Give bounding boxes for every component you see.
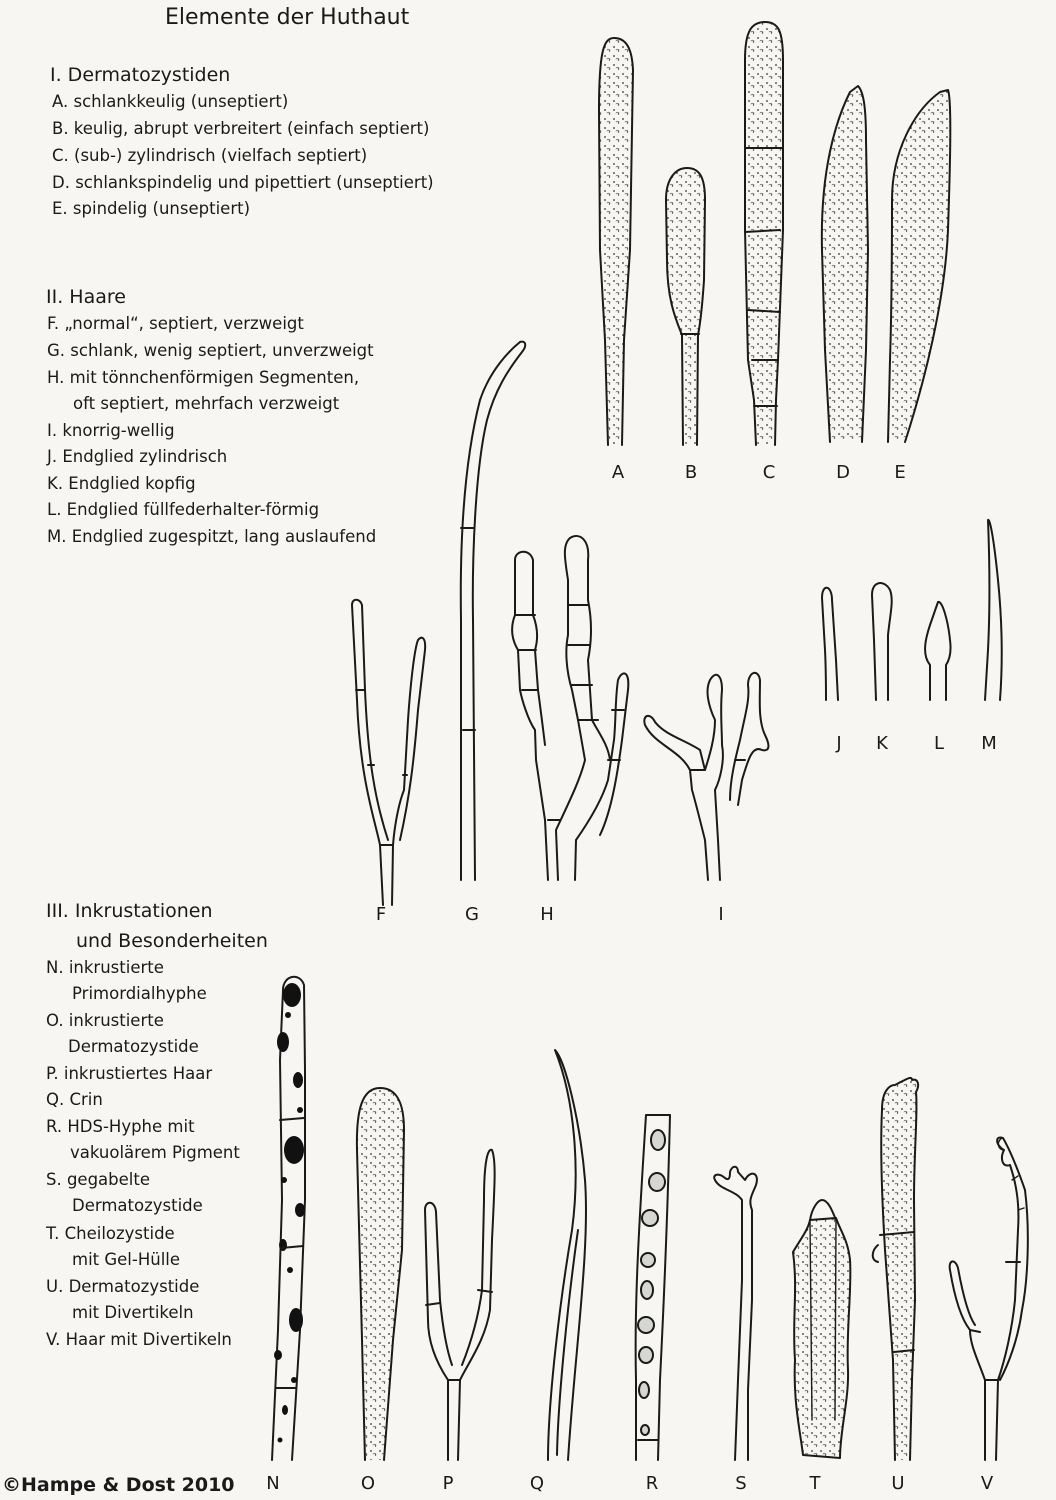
legend-item-n: N. inkrustierte Primordialhyphe: [46, 958, 207, 1003]
legend-item-j: J. Endglied zylindrisch: [47, 447, 228, 466]
label-r: R: [645, 1473, 659, 1494]
legend-item-o: O. inkrustierte Dermatozystide: [46, 1011, 199, 1056]
section-heading-haare: II. Haare: [46, 286, 126, 308]
legend-item-k: K. Endglied kopfig: [47, 474, 196, 493]
page-title: Elemente der Huthaut: [165, 5, 410, 30]
section-heading-inkrustationen: III. Inkrustationen: [46, 900, 213, 922]
legend-item-i: I. knorrig-wellig: [47, 421, 175, 440]
drawing-o: [357, 1088, 404, 1460]
copyright-notice: ©Hampe & Dost 2010: [2, 1474, 235, 1496]
legend-item-g: G. schlank, wenig septiert, unverzweigt: [47, 341, 374, 360]
drawing-r: [636, 1115, 670, 1460]
drawing-n: [272, 977, 305, 1460]
legend-item-d: D. schlankspindelig und pipettiert (unseptiert): [52, 173, 434, 192]
label-d: D: [836, 462, 850, 483]
legend-item-l: L. Endglied füllfederhalter-förmig: [47, 500, 320, 519]
drawing-v: [950, 1137, 1028, 1460]
legend-item-b: B. keulig, abrupt verbreitert (einfach septiert): [52, 119, 430, 138]
drawing-u: [873, 1078, 918, 1460]
legend-item-q: Q. Crin: [46, 1090, 103, 1109]
label-e: E: [894, 462, 906, 483]
drawing-m: [985, 520, 1002, 700]
label-i: I: [718, 904, 724, 925]
label-n: N: [266, 1473, 280, 1494]
legend-item-c: C. (sub-) zylindrisch (vielfach septiert): [52, 146, 368, 165]
legend-item-h-continued: oft septiert, mehrfach verzweigt: [73, 394, 340, 413]
legend-item-e: E. spindelig (unseptiert): [52, 199, 251, 218]
label-u: U: [891, 1473, 905, 1494]
drawing-d: [822, 86, 868, 442]
legend-item-m: M. Endglied zugespitzt, lang auslaufend: [47, 527, 377, 546]
drawing-q: [548, 1050, 586, 1460]
legend-item-r: R. HDS-Hyphe mit vakuolärem Pigment: [46, 1117, 240, 1162]
label-s: S: [735, 1473, 747, 1494]
label-c: C: [762, 462, 776, 483]
label-p: P: [442, 1473, 454, 1494]
drawing-l: [925, 602, 950, 700]
legend-item-p: P. inkrustiertes Haar: [46, 1064, 213, 1083]
label-j: J: [836, 733, 842, 754]
drawing-e: [888, 90, 950, 442]
label-h: H: [540, 904, 554, 925]
label-k: K: [876, 733, 888, 754]
section-heading-dermatozystiden: I. Dermatozystiden: [50, 64, 231, 86]
drawing-k: [872, 583, 892, 700]
label-g: G: [465, 904, 479, 925]
drawing-s: [714, 1167, 757, 1460]
drawing-t: [793, 1200, 850, 1458]
label-l: L: [933, 733, 945, 754]
drawing-h: [512, 536, 628, 880]
label-a: A: [611, 462, 625, 483]
legend-item-v: V. Haar mit Divertikeln: [46, 1330, 232, 1349]
label-v: V: [980, 1473, 994, 1494]
drawing-a: [599, 38, 633, 445]
legend-item-u: U. Dermatozystide mit Divertikeln: [46, 1277, 200, 1322]
drawing-b: [666, 168, 705, 445]
legend-item-h: H. mit tönnchenförmigen Segmenten,: [47, 368, 360, 387]
drawing-i: [644, 673, 768, 880]
label-f: F: [375, 904, 387, 925]
section-heading-besonderheiten: und Besonderheiten: [76, 930, 268, 952]
label-t: T: [809, 1473, 821, 1494]
label-m: M: [981, 733, 997, 754]
drawing-f: [352, 600, 425, 905]
legend-item-t: T. Cheilozystide mit Gel-Hülle: [46, 1224, 181, 1269]
drawing-p: [425, 1150, 495, 1460]
drawing-c: [745, 22, 783, 445]
label-o: O: [360, 1473, 376, 1494]
drawing-j: [822, 588, 838, 700]
legend-item-a: A. schlankkeulig (unseptiert): [52, 92, 289, 111]
label-q: Q: [529, 1473, 545, 1494]
legend-item-s: S. gegabelte Dermatozystide: [46, 1170, 203, 1215]
label-b: B: [684, 462, 698, 483]
legend-item-f: F. „normal“, septiert, verzweigt: [47, 314, 304, 333]
